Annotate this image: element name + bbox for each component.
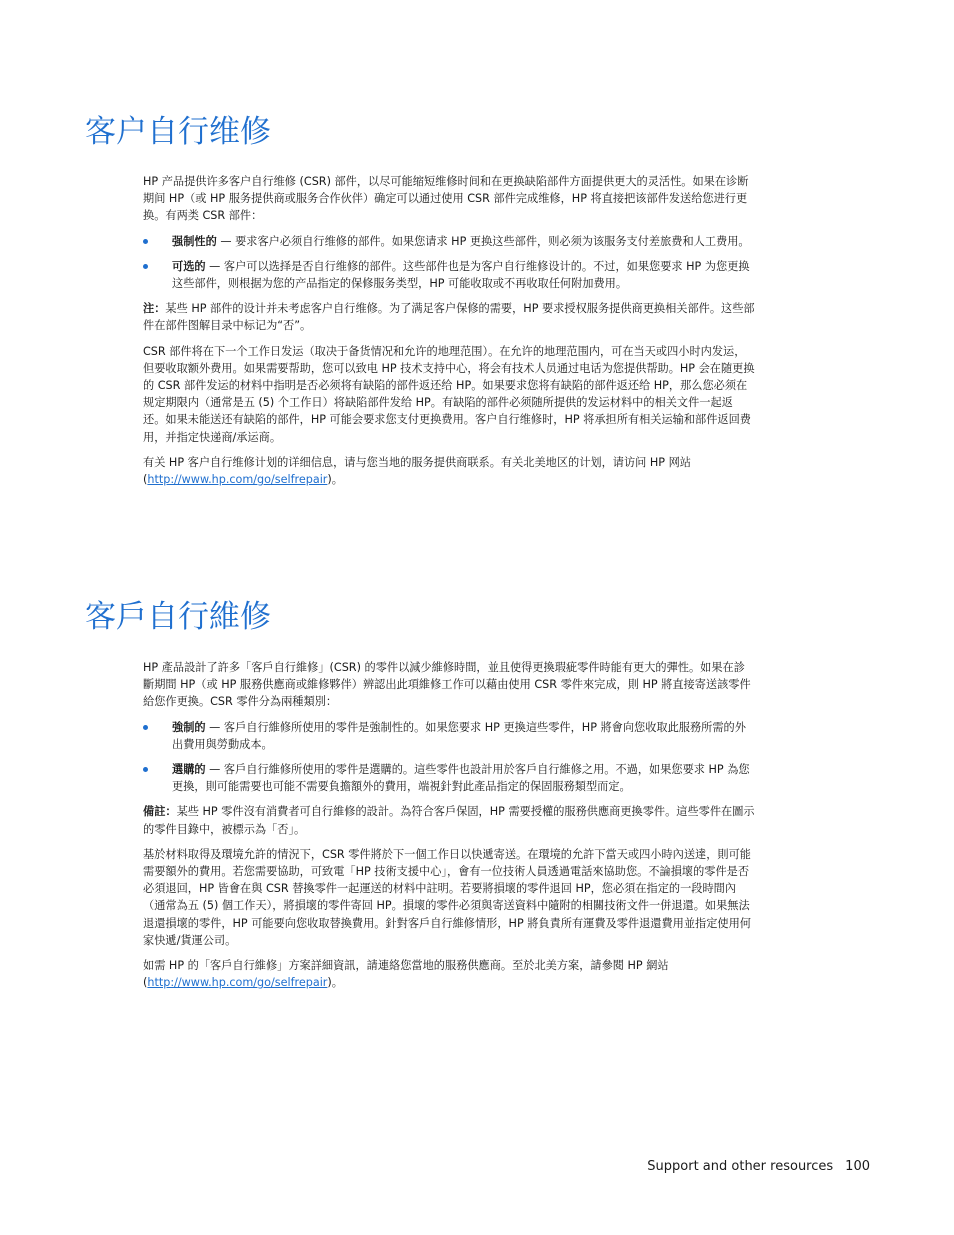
list-item-text: — 要求客户必须自行维修的部件。如果您请求 HP 更换这些部件，则必须为该服务支付差旅费和人工费用。 [216,234,750,248]
section-body [143,173,755,496]
shipping-paragraph: 基於材料取得及環境允許的情況下，CSR 零件將於下一個工作日以快遞寄送。在環境的允許下當天或四小時內送達，則可能需要額外的費用。若您需要協助，可致電「HP 技術支援中心」，會有一位技術人員透過電話來協助您。不論損壞的零件是否必須退回，HP 皆會在與 CSR 替換零件一起運送的材料中註明。若要將損壞的零件退回 HP，您必須在指定的一段時間內（通常為五 (5) 個工作天），將損壞的零件寄回 HP。損壞的零件必須與寄送資料中隨附的相關技術文件一併退還。如果無法退還損壞的零件，HP 可能要向您收取替換費用。針對客戶自行維修情形，HP 將負責所有運費及零件退還費用並指定使用何家快遞/貨運公司。 [143,847,751,947]
bullet-icon [143,264,148,269]
page-footer [647,1158,870,1176]
csr-part-types-list [143,233,755,293]
intro-paragraph: HP 產品設計了許多「客戶自行維修」(CSR) 的零件以減少維修時間，並且使得更換瑕疵零件時能有更大的彈性。如果在診斷期間 HP（或 HP 服務供應商或維修夥伴）辨認出此項維修工作可以藉由使用 CSR 零件來完成，則 HP 將直接寄送該零件給您作更換。CSR 零件分為兩種類別： [143,661,751,709]
csr-part-types-list [143,719,755,796]
list-item [143,719,755,753]
list-item-term: 强制性的 [172,234,217,248]
note-label: 注： [143,302,166,316]
note-label: 備註： [143,805,177,819]
list-item-text: — 客户可以选择是否自行维修的部件。这些部件也是为客户自行维修设计的。不过，如果您要求 HP 为您更换这些部件，则根据为您的产品指定的保修服务类型，HP 可能收取或不再收取任何附加费用。 [172,259,750,291]
contact-paragraph [143,957,755,991]
section-title: 客户自行维修 [85,114,271,150]
list-item-term: 可选的 [172,259,206,273]
note-text: 某些 HP 零件沒有消費者可自行維修的設計。為符合客戶保固，HP 需要授權的服務供應商更換零件。這些零件在圖示的零件目錄中，被標示為「否」。 [143,805,755,836]
section-body [143,659,755,999]
footer-text: Support and other resources [647,1159,834,1174]
note-paragraph [143,803,755,837]
selfrepair-link[interactable]: http://www.hp.com/go/selfrepair [147,976,328,990]
note-text: 某些 HP 部件的设计并未考虑客户自行维修。为了满足客户保修的需要，HP 要求授权服务提供商更换相关部件。这些部件在部件图解目录中标记为“否”。 [143,302,755,333]
bullet-icon [143,767,148,772]
contact-text-end: )。 [327,976,343,990]
contact-text-end: )。 [327,473,343,487]
selfrepair-link[interactable]: http://www.hp.com/go/selfrepair [147,473,328,487]
bullet-icon [143,239,148,244]
list-item-text: — 客戶自行維修所使用的零件是強制性的。如果您要求 HP 更換這些零件，HP 將會向您收取此服務所需的外出費用與勞動成本。 [172,720,746,751]
section-title: 客戶自行維修 [85,599,271,635]
list-item [143,761,755,795]
note-paragraph [143,300,755,334]
list-item [143,233,755,250]
intro-paragraph: HP 产品提供许多客户自行维修 (CSR) 部件，以尽可能缩短维修时间和在更换缺陷部件方面提供更大的灵活性。如果在诊断期间 HP（或 HP 服务提供商或服务合作伙伴）确定可以通过使用 CSR 部件完成维修，HP 将直接把该部件发送给您进行更换。有两类 CSR 部件： [143,175,749,223]
bullet-icon [143,725,148,730]
list-item [143,258,755,292]
contact-text: 有关 HP 客户自行维修计划的详细信息，请与您当地的服务提供商联系。有关北美地区的计划，请访问 HP 网站 ( [143,455,691,487]
list-item-term: 強制的 [172,720,206,734]
contact-text: 如需 HP 的「客戶自行維修」方案詳細資訊，請連絡您當地的服務供應商。至於北美方案，請參閱 HP 網站 ( [143,959,669,990]
list-item-text: — 客戶自行維修所使用的零件是選購的。這些零件也設計用於客戶自行維修之用。不過，如果您要求 HP 為您更換，則可能需要也可能不需要負擔額外的費用，端視針對此產品指定的保固服務類型而定。 [172,763,750,794]
page-number: 100 [845,1159,870,1174]
shipping-paragraph: CSR 部件将在下一个工作日发运（取决于备货情况和允许的地理范围）。在允许的地理范围内，可在当天或四小时内发运，但要收取额外费用。如果需要帮助，您可以致电 HP 技术支持中心，将会有技术人员通过电话为您提供帮助。HP 会在随更换的 CSR 部件发运的材料中指明是否必须将有缺陷的部件返还给 HP。如果要求您将有缺陷的部件返还给 HP，那么您必须在规定期限内（通常是五 (5) 个工作日）将缺陷部件发给 HP。有缺陷的部件必须随所提供的发运材料中的相关文件一起返还。如果未能送还有缺陷的部件，HP 可能会要求您支付更换费用。客户自行维修时，HP 将承担所有相关运输和部件返回费用，并指定快递商/承运商。 [143,344,755,444]
contact-paragraph [143,454,755,488]
list-item-term: 選購的 [172,763,206,777]
